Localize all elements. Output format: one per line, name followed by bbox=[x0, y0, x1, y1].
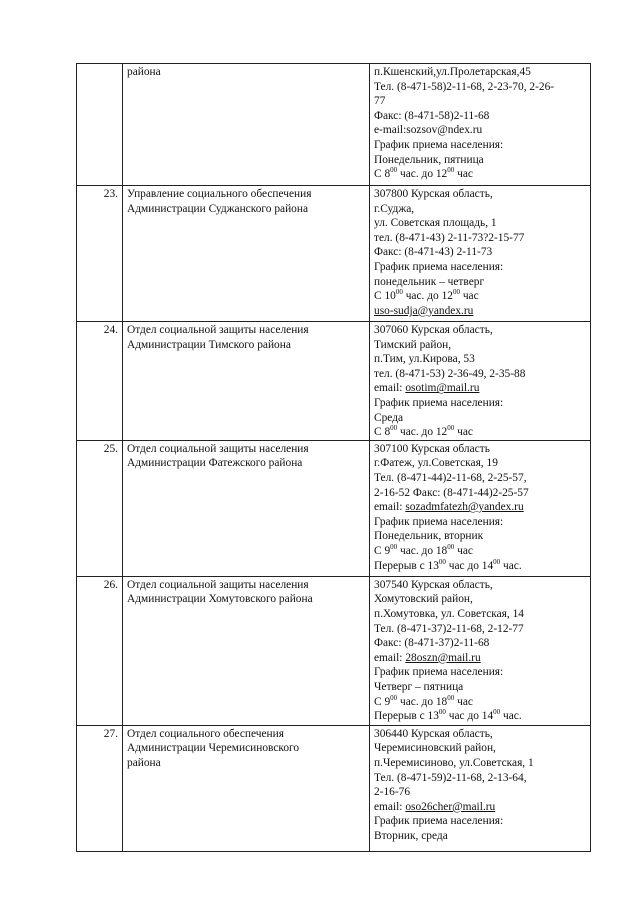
hours-line bbox=[374, 695, 586, 710]
contact-line: График приема населения: bbox=[374, 666, 504, 679]
institution-name-line: Администрации Тимского района bbox=[127, 338, 291, 351]
row-number: 27. bbox=[77, 725, 123, 851]
institution-name bbox=[123, 440, 370, 576]
table-row bbox=[77, 576, 591, 725]
contact-line: Тел. (8-471-37)2-11-68, 2-12-77 bbox=[374, 622, 524, 635]
hours-text: Перерыв с 13 bbox=[374, 559, 439, 572]
institution-name bbox=[123, 186, 370, 322]
hours-text: Перерыв с 13 bbox=[374, 710, 439, 723]
minutes-superscript: 00 bbox=[390, 424, 398, 433]
contact-line: г.Фатеж, ул.Советская, 19 bbox=[374, 457, 498, 470]
contact-line: тел. (8-471-43) 2-11-73?2-15-77 bbox=[374, 231, 525, 244]
minutes-superscript: 00 bbox=[390, 693, 398, 702]
hours-text: час. до 18 bbox=[397, 695, 448, 708]
row-number: 24. bbox=[77, 322, 123, 441]
institution-name-line: района bbox=[127, 66, 161, 78]
hours-line bbox=[374, 559, 586, 574]
hours-text: С 9 bbox=[374, 544, 391, 557]
contact-line: тел. (8-471-53) 2-36-49, 2-35-88 bbox=[374, 367, 526, 380]
contact-line: 306440 Курская область, bbox=[374, 727, 493, 740]
contact-line: Тел. (8-471-44)2-11-68, 2-25-57, bbox=[374, 471, 527, 484]
email-link[interactable]: sozadmfatezh@yandex.ru bbox=[405, 501, 524, 514]
contact-info bbox=[370, 576, 591, 725]
institution-name-line: Отдел социальной защиты населения bbox=[127, 324, 309, 336]
contact-info bbox=[370, 186, 591, 322]
contact-line: 307060 Курская область, bbox=[374, 324, 493, 336]
hours-text: С 8 bbox=[374, 168, 391, 181]
institution-name-line: Администрации Хомутовского района bbox=[127, 593, 313, 606]
email-line bbox=[374, 381, 586, 396]
contact-line: п.Тим, ул.Кирова, 53 bbox=[374, 353, 475, 366]
contact-line: Факс: (8-471-37)2-11-68 bbox=[374, 637, 490, 650]
institution-name-line: Отдел социальной защиты населения bbox=[127, 578, 309, 591]
contact-info bbox=[370, 440, 591, 576]
row-number: 23. bbox=[77, 186, 123, 322]
contact-line: Вторник, среда bbox=[374, 829, 448, 842]
hours-line bbox=[374, 709, 586, 724]
contact-line: 307540 Курская область, bbox=[374, 578, 493, 591]
contact-line: График приема населения: bbox=[374, 396, 504, 409]
row-number: 26. bbox=[77, 576, 123, 725]
institution-name-line: Администрации Суджанского района bbox=[127, 202, 309, 215]
table-row bbox=[77, 322, 591, 441]
contact-info bbox=[370, 322, 591, 441]
institution-name-line: Администрации Фатежского района bbox=[127, 457, 303, 470]
minutes-superscript: 00 bbox=[447, 543, 455, 552]
contact-line: Факс: (8-471-58)2-11-68 bbox=[374, 109, 490, 122]
hours-text: С 9 bbox=[374, 695, 391, 708]
contact-line: Черемисиновский район, bbox=[374, 742, 496, 755]
contact-line: Тел. (8-471-58)2-11-68, 2-23-70, 2-26- bbox=[374, 80, 555, 93]
contact-line: График приема населения: bbox=[374, 260, 504, 273]
contact-info bbox=[370, 64, 591, 186]
table-body bbox=[77, 64, 591, 852]
email-line bbox=[374, 800, 586, 815]
email-line bbox=[374, 500, 586, 515]
contact-info bbox=[370, 725, 591, 851]
email-line bbox=[374, 651, 586, 666]
minutes-superscript: 00 bbox=[447, 166, 455, 175]
institution-name-line: Управление социального обеспечения bbox=[127, 188, 312, 200]
minutes-superscript: 00 bbox=[493, 557, 501, 566]
contact-line: Хомутовский район, bbox=[374, 593, 473, 606]
hours-line bbox=[374, 425, 586, 440]
institution-name-line: Отдел социальной защиты населения bbox=[127, 442, 309, 455]
table-row bbox=[77, 64, 591, 186]
hours-line bbox=[374, 544, 586, 559]
email-prefix: email: bbox=[374, 651, 406, 664]
minutes-superscript: 00 bbox=[452, 288, 460, 297]
minutes-superscript: 00 bbox=[390, 166, 398, 175]
email-link[interactable]: 28oszn@mail.ru bbox=[405, 651, 481, 664]
contact-line: г.Суджа, bbox=[374, 202, 415, 215]
hours-text: час bbox=[454, 168, 473, 181]
hours-text: час. до 18 bbox=[397, 544, 448, 557]
email-prefix: email: bbox=[374, 501, 406, 514]
institution-name bbox=[123, 725, 370, 851]
hours-text: час bbox=[454, 426, 473, 439]
contact-line: ул. Советская площадь, 1 bbox=[374, 217, 497, 230]
contact-line: 2-16-76 bbox=[374, 786, 411, 799]
hours-text: час до 14 bbox=[445, 559, 494, 572]
row-number bbox=[77, 64, 123, 186]
institution-name bbox=[123, 576, 370, 725]
minutes-superscript: 00 bbox=[493, 708, 501, 717]
hours-text: час. до 12 bbox=[397, 168, 448, 181]
hours-text: час. до 12 bbox=[397, 426, 448, 439]
hours-text: час до 14 bbox=[445, 710, 494, 723]
hours-text: час. до 12 bbox=[402, 290, 453, 303]
contact-line: Тел. (8-471-59)2-11-68, 2-13-64, bbox=[374, 771, 527, 784]
minutes-superscript: 00 bbox=[447, 693, 455, 702]
email-link[interactable]: uso-sudja@yandex.ru bbox=[374, 304, 474, 317]
contact-line: График приема населения: bbox=[374, 138, 504, 151]
social-services-table bbox=[76, 63, 591, 852]
contact-line: Понедельник, пятница bbox=[374, 153, 484, 166]
contact-line: График приема населения: bbox=[374, 815, 504, 828]
minutes-superscript: 00 bbox=[390, 543, 398, 552]
email-link[interactable]: osotim@mail.ru bbox=[405, 382, 480, 395]
contact-line: Факс: (8-471-43) 2-11-73 bbox=[374, 246, 493, 259]
institution-name-line: района bbox=[127, 756, 161, 769]
minutes-superscript: 00 bbox=[447, 424, 455, 433]
contact-line: График приема населения: bbox=[374, 515, 504, 528]
row-number: 25. bbox=[77, 440, 123, 576]
table-row bbox=[77, 186, 591, 322]
hours-text: С 10 bbox=[374, 290, 396, 303]
institution-name-line: Отдел социального обеспечения bbox=[127, 727, 284, 740]
contact-line: п.Кшенский,ул.Пролетарская,45 bbox=[374, 66, 531, 78]
hours-text: С 8 bbox=[374, 426, 391, 439]
hours-text: час. bbox=[500, 559, 522, 572]
contact-line: Четверг – пятница bbox=[374, 680, 464, 693]
email-link[interactable]: oso26cher@mail.ru bbox=[405, 800, 496, 813]
hours-text: час bbox=[454, 544, 473, 557]
contact-line: e-mail:sozsov@ndex.ru bbox=[374, 124, 483, 137]
contact-line: понедельник – четверг bbox=[374, 275, 485, 288]
institution-name bbox=[123, 64, 370, 186]
contact-line: 307800 Курская область, bbox=[374, 188, 493, 200]
contact-line: Среда bbox=[374, 411, 404, 424]
contact-line: 77 bbox=[374, 95, 386, 108]
contact-line: 2-16-52 Факс: (8-471-44)2-25-57 bbox=[374, 486, 529, 499]
minutes-superscript: 00 bbox=[438, 557, 446, 566]
table-row bbox=[77, 725, 591, 851]
minutes-superscript: 00 bbox=[395, 288, 403, 297]
contact-line: Тимский район, bbox=[374, 338, 452, 351]
email-prefix: email: bbox=[374, 382, 406, 395]
hours-text: час bbox=[459, 290, 479, 303]
hours-line bbox=[374, 289, 586, 304]
table-row bbox=[77, 440, 591, 576]
minutes-superscript: 00 bbox=[438, 708, 446, 717]
hours-text: час. bbox=[500, 710, 522, 723]
institution-name bbox=[123, 322, 370, 441]
contact-line: п.Черемисиново, ул.Советская, 1 bbox=[374, 756, 534, 769]
hours-line bbox=[374, 167, 586, 182]
contact-line: п.Хомутовка, ул. Советская, 14 bbox=[374, 607, 524, 620]
institution-name-line: Администрации Черемисиновского bbox=[127, 742, 300, 755]
contact-line: 307100 Курская область bbox=[374, 442, 490, 455]
contact-line: Понедельник, вторник bbox=[374, 530, 484, 543]
hours-text: час bbox=[454, 695, 473, 708]
email-line bbox=[374, 304, 586, 319]
email-prefix: email: bbox=[374, 800, 406, 813]
